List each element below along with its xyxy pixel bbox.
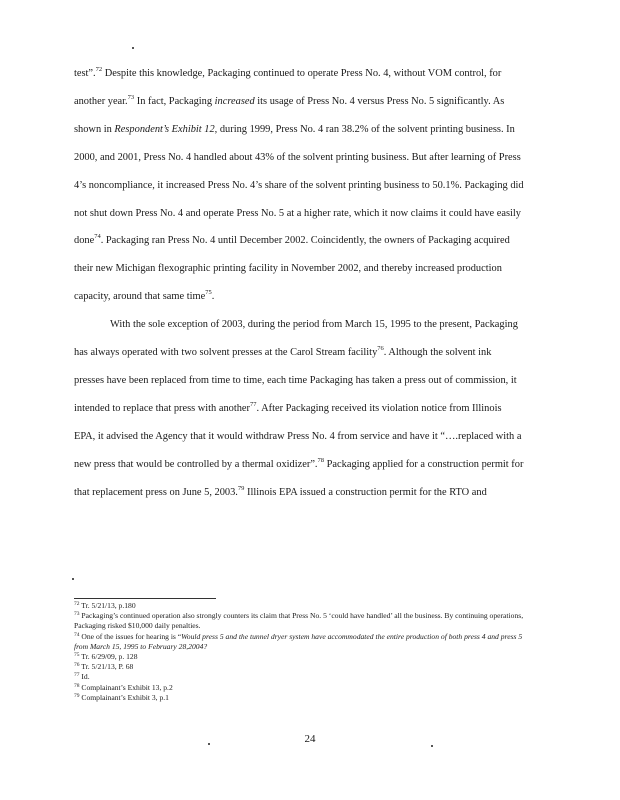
footnote-number: 76 — [74, 662, 80, 669]
body-paragraph — [74, 60, 524, 311]
text-run: Tr. 6/29/09, p. 128 — [81, 652, 138, 662]
footnote-number: 72 — [74, 601, 80, 607]
footnote-ref: 78 — [317, 456, 325, 464]
text-run: Id. — [81, 672, 90, 682]
footnote-number: 73 — [74, 611, 80, 618]
footnote-ref: 79 — [237, 484, 245, 492]
text-run: its usage of Press No. 4 versus Press No. 5 significantly. As shown in — [74, 95, 505, 135]
page-number: 24 — [304, 733, 316, 745]
text-run: . After Packaging received its violation notice from Illinois EPA, it advised the Agency that it would withdraw Press No. 4 from service and have it “….replaced with a new press that would be controlled by a thermal oxidizer”. — [74, 402, 522, 470]
text-run: Tr. 5/21/13, p.180 — [81, 601, 136, 610]
text-run: Despite this knowledge, Packaging continued to operate Press No. 4, without VOM control, for another year. — [74, 68, 502, 107]
footnote — [74, 611, 534, 631]
footnote-number: 74 — [74, 631, 80, 638]
text-run: In fact, Packaging — [134, 95, 215, 107]
footnote-number: 75 — [74, 652, 80, 659]
footnote-number: 77 — [74, 672, 80, 679]
text-run: Illinois EPA issued a construction permit for the RTO and — [244, 486, 487, 498]
footnote — [74, 672, 534, 682]
scan-speck — [208, 743, 210, 745]
text-run: Tr. 5/21/13, P. 68 — [81, 662, 134, 672]
emphasized-text: Would press 5 and the tunnel dryer system have accommodated the entire production of both press 4 and press 5 from March 15, 1995 to February 28,2004? — [74, 631, 523, 651]
footnote-ref: 74 — [94, 233, 101, 241]
text-run: Packaging applied for a construction permit for that replacement press on June 5, 2003. — [74, 458, 524, 498]
footnote — [74, 652, 534, 662]
footnote-number: 79 — [74, 692, 80, 699]
footnote-ref: 72 — [95, 66, 103, 73]
footnote-ref: 77 — [250, 400, 257, 408]
footnote-ref: 73 — [127, 93, 135, 101]
footnote-ref: 75 — [205, 289, 212, 297]
footnotes — [74, 601, 534, 703]
footnote-ref: 76 — [377, 345, 384, 353]
footnote-number: 78 — [74, 682, 80, 689]
footnote — [74, 662, 534, 672]
text-run: during 1999, Press No. 4 ran 38.2% of the solvent printing business. In 2000, and 2001, Press No. 4 handled about 43% of the solvent printing business. But after learning of Press 4’s noncompliance, it increased Press No. 4’s share of the solvent printing business to 50.1%. Packaging did not shut down Press No. 4 and operate Press No. 5 at a higher rate, which it now claims it could have easily done — [74, 123, 524, 247]
text-run: . Although the solvent ink presses have been replaced from time to time, each time Packaging has taken a press out of commission, it intended to replace that press with another — [74, 347, 517, 414]
body-text — [74, 60, 524, 507]
footnote — [74, 693, 534, 703]
footnote — [74, 601, 534, 611]
scan-speck — [431, 745, 433, 747]
text-run: . — [211, 291, 215, 303]
footnote — [74, 632, 534, 652]
footnote-separator — [74, 598, 216, 599]
emphasized-text: Respondent’s Exhibit 12, — [114, 123, 218, 135]
text-run: Complainant’s Exhibit 13, p.2 — [81, 682, 173, 692]
text-run: . Packaging ran Press No. 4 until December 2002. Coincidently, the owners of Packaging acquired their new Michigan flexographic printing facility in November 2002, and thereby increased production capacity, around that same time — [74, 235, 510, 303]
text-run: Packaging’s continued operation also strongly counters its claim that Press No. 5 ‘could have handled’ all the business. By continuing operations, Packaging risked $10,000 daily penalties. — [74, 611, 524, 631]
text-run: One of the issues for hearing is “ — [81, 631, 182, 641]
emphasized-text: increased — [214, 95, 255, 107]
text-run: Complainant’s Exhibit 3, p.1 — [81, 692, 169, 702]
scan-speck — [132, 47, 134, 49]
footnote — [74, 683, 534, 693]
text-run: test”. — [74, 68, 96, 79]
scan-speck — [72, 578, 74, 580]
text-run: With the sole exception of 2003, during the period from March 15, 1995 to the present, Packaging has always operated with two solvent presses at the Carol Stream facility — [74, 319, 518, 359]
body-paragraph — [74, 311, 524, 506]
